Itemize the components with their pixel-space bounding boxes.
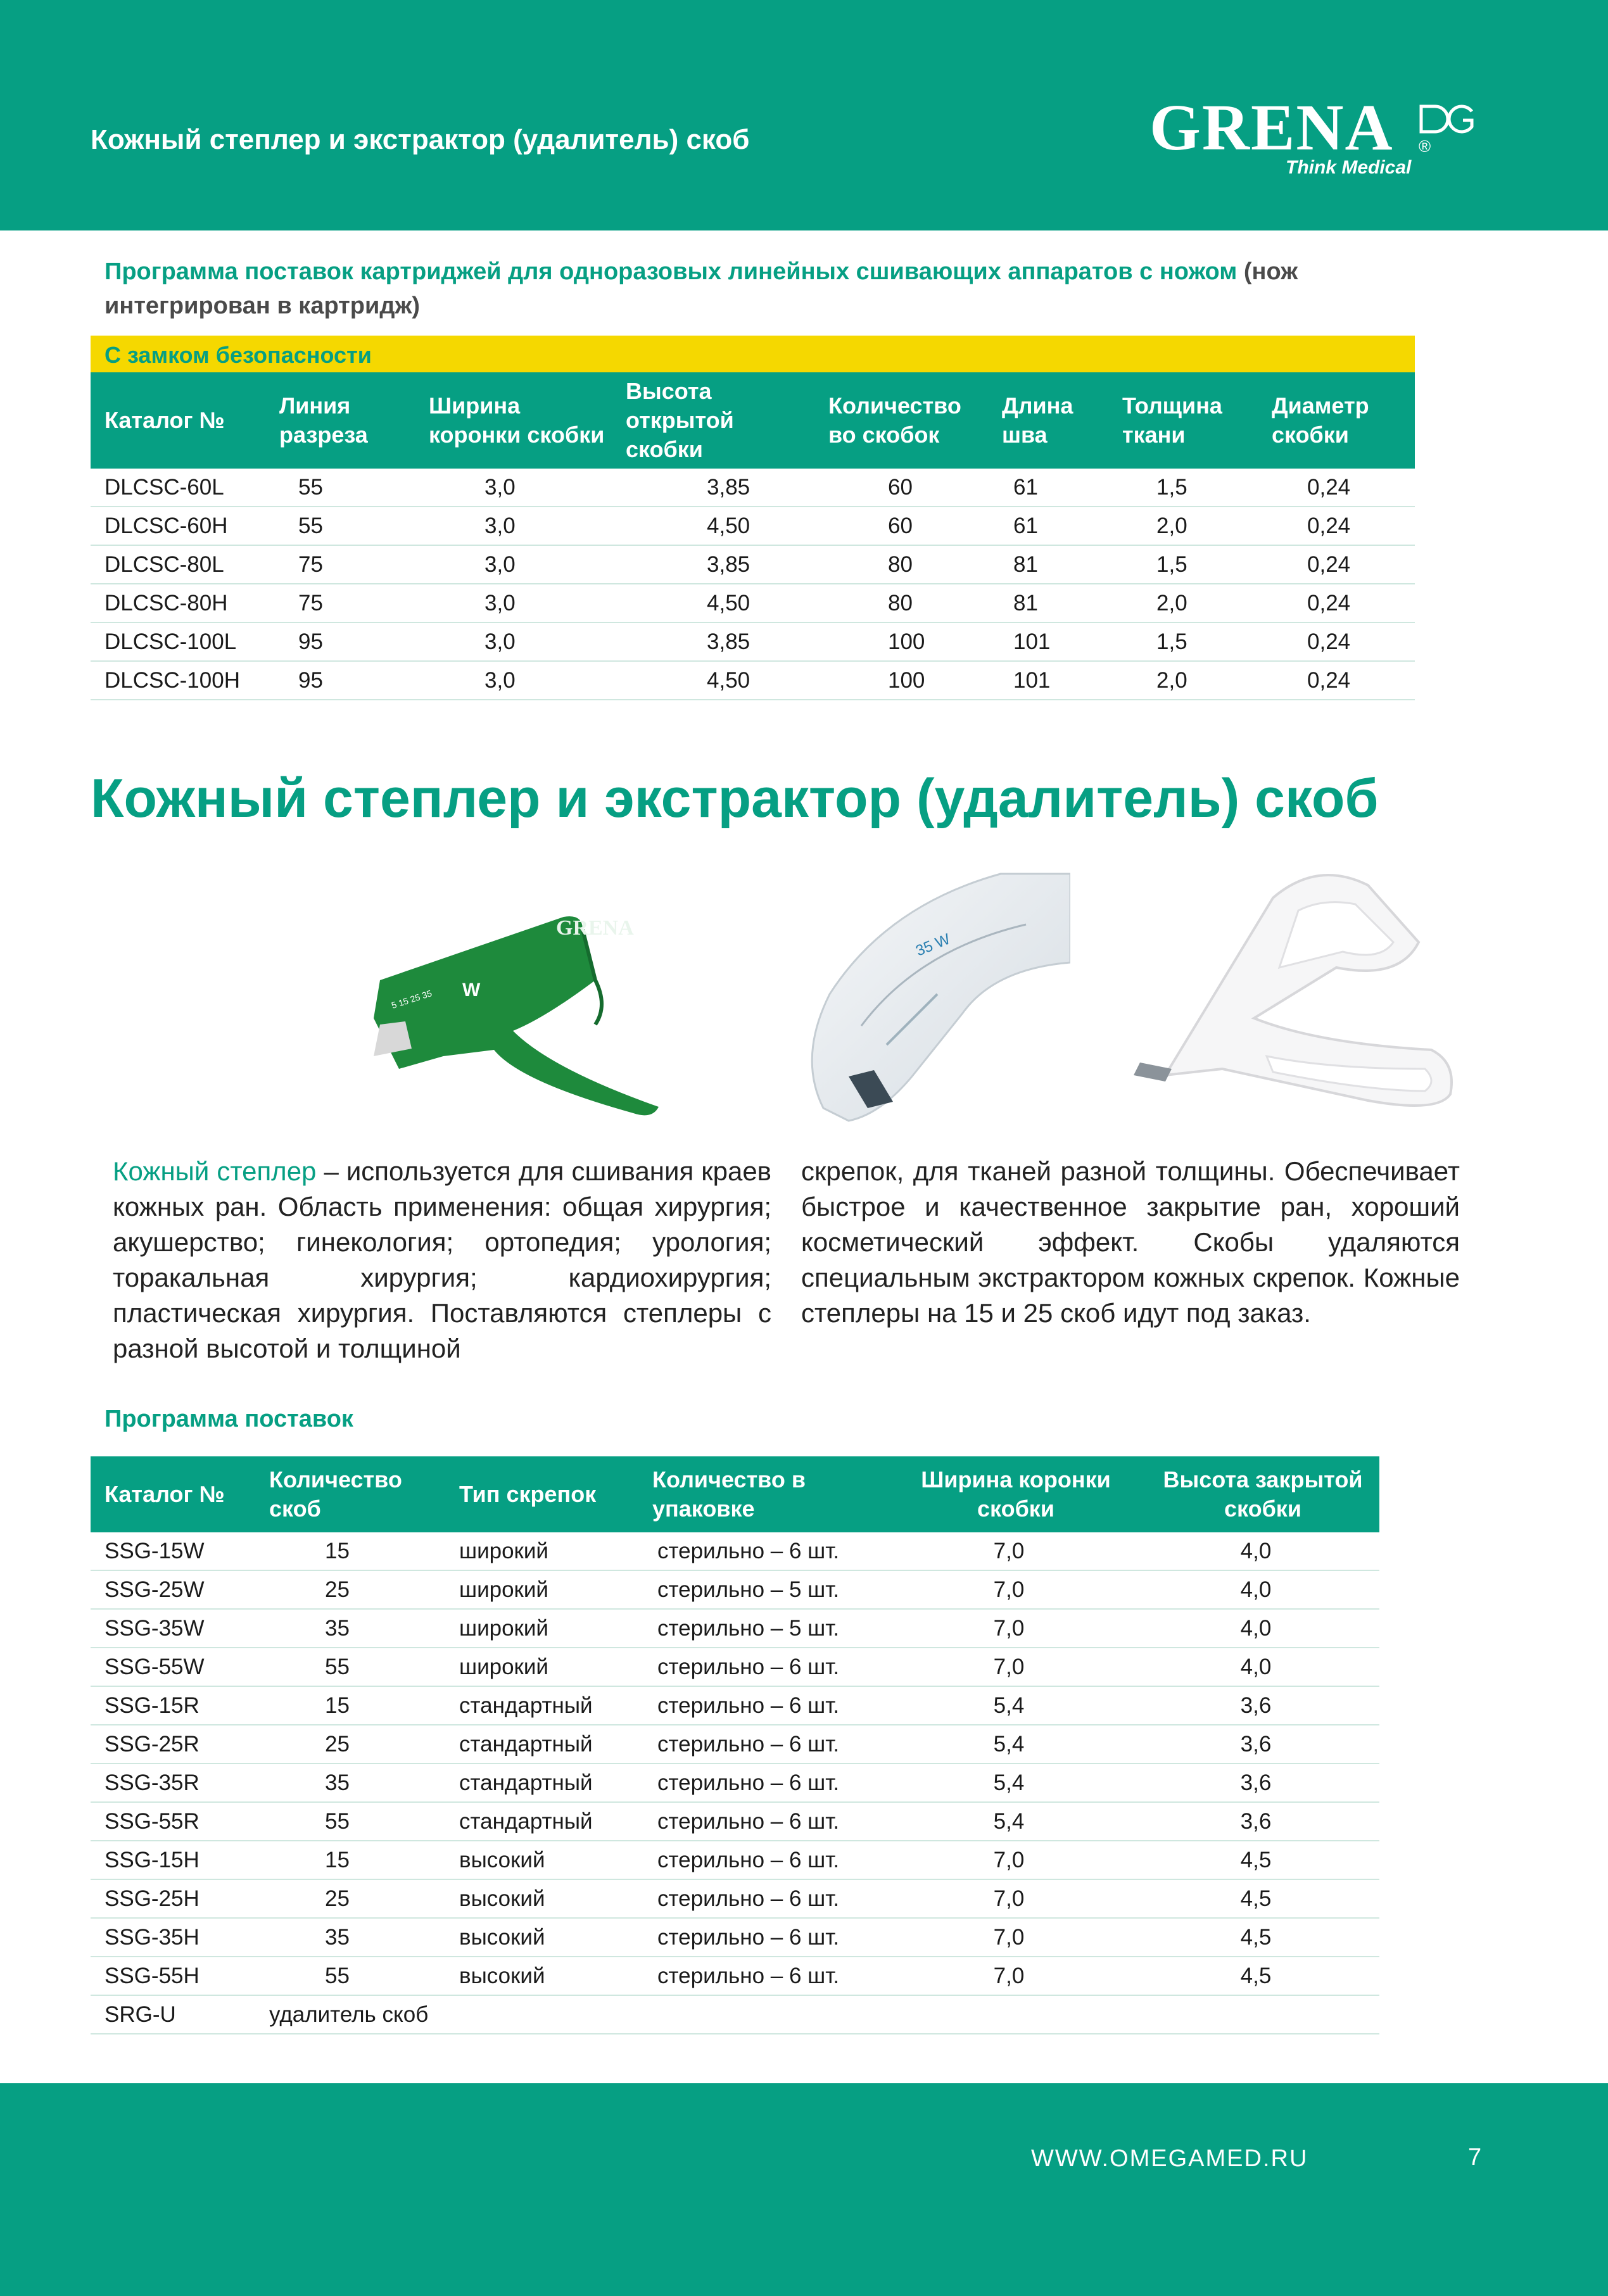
catalog-code-cell: DLCSC-100H — [91, 661, 265, 700]
table-cell: 4,50 — [612, 661, 814, 700]
table-cell: 55 — [255, 1957, 445, 1995]
column-header: Количество в упаковке — [638, 1456, 885, 1532]
table-cell: 60 — [814, 469, 988, 507]
table-cell: 4,5 — [1132, 1841, 1379, 1879]
table-cell: 7,0 — [885, 1841, 1132, 1879]
table-cell: 3,6 — [1132, 1802, 1379, 1841]
table-cell: стерильно – 6 шт. — [638, 1918, 885, 1957]
grena-logo — [1149, 91, 1479, 184]
table-cell: 35 — [255, 1763, 445, 1802]
table-row — [91, 1609, 1379, 1648]
cartridge-title-note: (нож интегрирован в картридж) — [104, 258, 1298, 319]
table-cell: 7,0 — [885, 1609, 1132, 1648]
table-row — [91, 1879, 1379, 1918]
table-cell: стерильно – 5 шт. — [638, 1570, 885, 1609]
table-cell: 3,6 — [1132, 1686, 1379, 1725]
table-cell: 4,0 — [1132, 1609, 1379, 1648]
table-cell: 2,0 — [1108, 507, 1258, 545]
supply-table — [91, 1456, 1379, 2034]
table-cell: 4,50 — [612, 584, 814, 622]
table-cell: 2,0 — [1108, 661, 1258, 700]
table-cell: 4,0 — [1132, 1570, 1379, 1609]
column-header: Каталог № — [91, 1456, 255, 1532]
table-cell: 100 — [814, 661, 988, 700]
column-header: Количество скоб — [255, 1456, 445, 1532]
description-accent: Кожный степлер — [113, 1156, 317, 1186]
table-cell: 80 — [814, 584, 988, 622]
table-cell: 95 — [265, 622, 415, 661]
table-cell: 101 — [988, 661, 1108, 700]
table-cell: 4,5 — [1132, 1879, 1379, 1918]
table-cell: 3,0 — [415, 507, 612, 545]
table-row — [91, 1918, 1379, 1957]
catalog-code-cell: SRG-U — [91, 1995, 255, 2034]
table-cell: 25 — [255, 1879, 445, 1918]
table-row — [91, 1725, 1379, 1763]
table-row — [91, 1532, 1379, 1570]
catalog-code-cell: SSG-35R — [91, 1763, 255, 1802]
table-cell: 55 — [265, 507, 415, 545]
clear-stapler-label: 35 W — [913, 930, 953, 960]
table-cell: 35 — [255, 1918, 445, 1957]
table-row — [91, 661, 1415, 700]
table-cell: 25 — [255, 1570, 445, 1609]
description-left-column — [113, 1154, 771, 1366]
table-row — [91, 1648, 1379, 1686]
staple-extractor-image — [1127, 873, 1463, 1120]
logo-dg-mark-icon — [1419, 103, 1476, 136]
table-row — [91, 1686, 1379, 1725]
table-row — [91, 1570, 1379, 1609]
table-row — [91, 1957, 1379, 1995]
table-cell: стерильно – 6 шт. — [638, 1879, 885, 1918]
stapler-logo-text: GRENA — [556, 916, 634, 940]
catalog-code-cell: SSG-25R — [91, 1725, 255, 1763]
supply-table-header — [91, 1456, 1379, 1532]
table-cell: 0,24 — [1258, 545, 1415, 584]
table-cell: 3,6 — [1132, 1763, 1379, 1802]
clear-stapler-image — [785, 867, 1070, 1127]
catalog-code-cell: SSG-55R — [91, 1802, 255, 1841]
table-cell: стерильно – 5 шт. — [638, 1609, 885, 1648]
table-cell: стандартный — [445, 1802, 638, 1841]
table-cell: 3,0 — [415, 622, 612, 661]
table-cell: 4,5 — [1132, 1957, 1379, 1995]
column-header: Линия разреза — [265, 372, 415, 469]
table-row — [91, 545, 1415, 584]
cartridge-title-main: Программа поставок картриджей для одноразовых линейных сшивающих аппаратов с ножом — [104, 258, 1238, 285]
table-cell: 0,24 — [1258, 507, 1415, 545]
column-header: Длина шва — [988, 372, 1108, 469]
table-cell: стандартный — [445, 1686, 638, 1725]
table-cell: 2,0 — [1108, 584, 1258, 622]
stapler-section-title: Кожный степлер и экстрактор (удалитель) скоб — [91, 768, 1379, 829]
table-cell: 3,85 — [612, 545, 814, 584]
table-cell: стерильно – 6 шт. — [638, 1841, 885, 1879]
table-cell: 1,5 — [1108, 622, 1258, 661]
table-cell: стандартный — [445, 1763, 638, 1802]
table-row — [91, 507, 1415, 545]
column-header: Тип скрепок — [445, 1456, 638, 1532]
table-cell: широкий — [445, 1570, 638, 1609]
table-row — [91, 1763, 1379, 1802]
table-cell: стерильно – 6 шт. — [638, 1763, 885, 1802]
column-header: Ширина коронки скобки — [415, 372, 612, 469]
table-cell: 61 — [988, 469, 1108, 507]
table-cell: широкий — [445, 1609, 638, 1648]
catalog-code-cell: SSG-25H — [91, 1879, 255, 1918]
header-title: Кожный степлер и экстрактор (удалитель) скоб — [91, 124, 750, 155]
safety-lock-label: С замком безопасности — [104, 342, 372, 368]
catalog-code-cell: DLCSC-100L — [91, 622, 265, 661]
table-cell: 25 — [255, 1725, 445, 1763]
table-cell: стерильно – 6 шт. — [638, 1957, 885, 1995]
table-cell: 15 — [255, 1686, 445, 1725]
catalog-code-cell: DLCSC-60L — [91, 469, 265, 507]
column-header: Высота открытой скобки — [612, 372, 814, 469]
table-cell: 0,24 — [1258, 584, 1415, 622]
skin-stapler-image — [355, 879, 684, 1120]
catalog-code-cell: SSG-35H — [91, 1918, 255, 1957]
table-cell: стерильно – 6 шт. — [638, 1686, 885, 1725]
table-cell: стандартный — [445, 1725, 638, 1763]
table-cell: 5,4 — [885, 1802, 1132, 1841]
table-cell: 95 — [265, 661, 415, 700]
page-header — [0, 0, 1608, 230]
table-cell: 0,24 — [1258, 622, 1415, 661]
table-row — [91, 584, 1415, 622]
table-cell: 7,0 — [885, 1570, 1132, 1609]
cartridge-program-title — [104, 255, 1434, 323]
table-cell: 3,6 — [1132, 1725, 1379, 1763]
table-cell: 1,5 — [1108, 545, 1258, 584]
stapler-marks-text: 5 15 25 35 — [389, 988, 433, 1011]
table-cell: 5,4 — [885, 1686, 1132, 1725]
catalog-code-cell: SSG-35W — [91, 1609, 255, 1648]
footer-website-link[interactable]: WWW.OMEGAMED.RU — [1031, 2145, 1308, 2172]
table-row — [91, 1995, 1379, 2034]
table-cell: высокий — [445, 1957, 638, 1995]
catalog-code-cell: DLCSC-80L — [91, 545, 265, 584]
table-cell: 55 — [255, 1802, 445, 1841]
table-cell: 7,0 — [885, 1879, 1132, 1918]
table-cell: 3,85 — [612, 622, 814, 661]
table-cell: 35 — [255, 1609, 445, 1648]
catalog-code-cell: SSG-25W — [91, 1570, 255, 1609]
table-cell: 4,50 — [612, 507, 814, 545]
table-cell: удалитель скоб — [255, 1995, 1379, 2034]
description-right-column: скрепок, для тканей разной толщины. Обеспечивает быстрое и качественное закрытие ран, хороший косметический эффект. Скобы удаляются специальным экстрактором кожных скрепок. Кожные степлеры на 15 и 25 скоб идут под заказ. — [801, 1156, 1460, 1328]
table-cell: 7,0 — [885, 1648, 1132, 1686]
safety-lock-banner — [91, 336, 1415, 372]
table-row — [91, 622, 1415, 661]
logo-tagline: Think Medical — [1286, 157, 1412, 178]
table-cell: 15 — [255, 1532, 445, 1570]
column-header: Количество во скобок — [814, 372, 988, 469]
page-number: 7 — [1468, 2144, 1482, 2171]
table-cell: 7,0 — [885, 1532, 1132, 1570]
table-cell: 81 — [988, 584, 1108, 622]
column-header: Ширина коронки скобки — [885, 1456, 1132, 1532]
table-cell: стерильно – 6 шт. — [638, 1802, 885, 1841]
table-cell: широкий — [445, 1532, 638, 1570]
catalog-code-cell: SSG-55H — [91, 1957, 255, 1995]
table-cell: 7,0 — [885, 1918, 1132, 1957]
table-cell: 81 — [988, 545, 1108, 584]
catalog-code-cell: DLCSC-80H — [91, 584, 265, 622]
column-header: Каталог № — [91, 372, 265, 469]
table-cell: высокий — [445, 1841, 638, 1879]
table-cell: 3,0 — [415, 545, 612, 584]
column-header: Толщина ткани — [1108, 372, 1258, 469]
table-cell: 4,0 — [1132, 1648, 1379, 1686]
table-cell: 0,24 — [1258, 661, 1415, 700]
page-footer — [0, 2083, 1608, 2296]
catalog-code-cell: SSG-55W — [91, 1648, 255, 1686]
table-cell: 1,5 — [1108, 469, 1258, 507]
table-row — [91, 1841, 1379, 1879]
table-cell: 5,4 — [885, 1725, 1132, 1763]
table-cell: 0,24 — [1258, 469, 1415, 507]
catalog-code-cell: SSG-15W — [91, 1532, 255, 1570]
table-cell: 3,0 — [415, 661, 612, 700]
table-cell: широкий — [445, 1648, 638, 1686]
table-cell: 80 — [814, 545, 988, 584]
table-cell: 60 — [814, 507, 988, 545]
table-cell: стерильно – 6 шт. — [638, 1648, 885, 1686]
logo-registered-mark: ® — [1419, 137, 1431, 156]
table-cell: стерильно – 6 шт. — [638, 1725, 885, 1763]
table-cell: 15 — [255, 1841, 445, 1879]
table-cell: 101 — [988, 622, 1108, 661]
table-row — [91, 469, 1415, 507]
cartridge-table-header — [91, 372, 1415, 469]
table-cell: 5,4 — [885, 1763, 1132, 1802]
table-cell: 75 — [265, 584, 415, 622]
table-cell: 3,0 — [415, 469, 612, 507]
table-cell: 3,85 — [612, 469, 814, 507]
catalog-code-cell: SSG-15H — [91, 1841, 255, 1879]
catalog-code-cell: DLCSC-60H — [91, 507, 265, 545]
column-header: Диаметр скобки — [1258, 372, 1415, 469]
catalog-code-cell: SSG-15R — [91, 1686, 255, 1725]
description-left-text: – используется для сшивания краев кожных ран. Область применения: общая хирургия; акушерство; гинекология; ортопедия; урология; торакальная хирургия; кардиохирургия; пластическая хирургия. Поставляются степлеры с разной высотой и толщиной — [113, 1156, 771, 1363]
table-cell: 55 — [265, 469, 415, 507]
table-cell: 61 — [988, 507, 1108, 545]
stapler-w-text: W — [462, 980, 481, 1000]
logo-wordmark: GRENA — [1149, 91, 1394, 164]
column-header: Высота закрытой скобки — [1132, 1456, 1379, 1532]
table-cell: 4,5 — [1132, 1918, 1379, 1957]
table-cell: 4,0 — [1132, 1532, 1379, 1570]
table-cell: 3,0 — [415, 584, 612, 622]
table-cell: 75 — [265, 545, 415, 584]
table-cell: 7,0 — [885, 1957, 1132, 1995]
supply-program-title: Программа поставок — [104, 1406, 353, 1432]
table-cell: высокий — [445, 1918, 638, 1957]
table-cell: 55 — [255, 1648, 445, 1686]
table-cell: стерильно – 6 шт. — [638, 1532, 885, 1570]
table-cell: высокий — [445, 1879, 638, 1918]
table-row — [91, 1802, 1379, 1841]
table-cell: 100 — [814, 622, 988, 661]
cartridge-table — [91, 372, 1415, 700]
